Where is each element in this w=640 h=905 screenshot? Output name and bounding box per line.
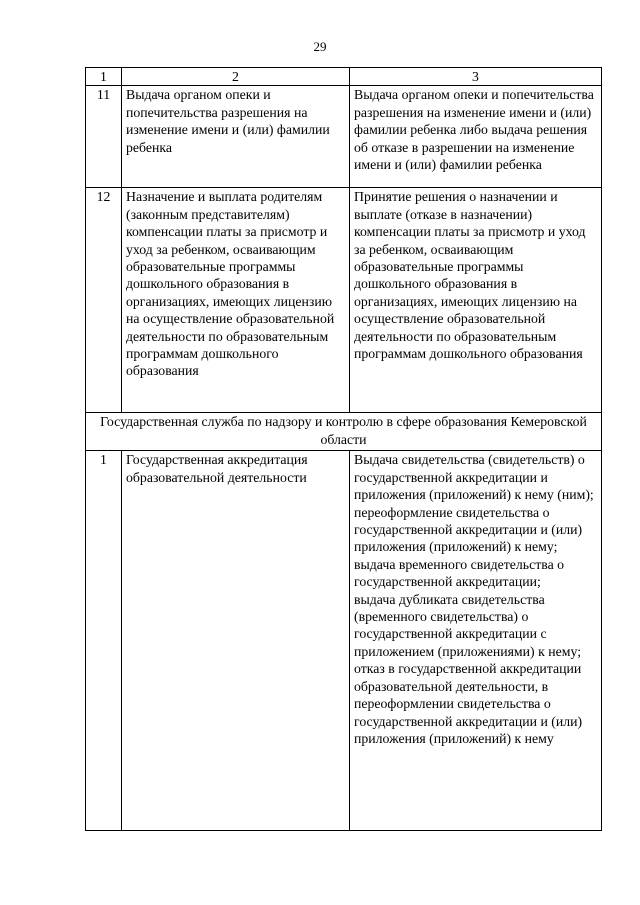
header-col-number: 1 [86, 68, 122, 86]
service-name: Выдача органом опеки и попечительства разрешения на изменение имени и (или) фамилии ребенка [122, 86, 350, 188]
service-result: Выдача свидетельства (свидетельств) о государственной аккредитации и приложения (приложений) к нему (ним); переоформление свидетельства о государственной аккредитации и (или) приложения (приложений) к нему; выдача временного свидетельства о государственной аккредитации; выдача дубликата свидетельства (временного свидетельства) о государственной аккредитации с приложением (приложениями) к нему; отказ в государственной аккредитации образовательной деятельности, в переоформлении свидетельства о государственной аккредитации и (или) приложения (приложений) к нему [350, 451, 602, 831]
header-col-result: 3 [350, 68, 602, 86]
row-number: 11 [86, 86, 122, 188]
table-header-row [86, 68, 602, 86]
table-row [86, 451, 602, 831]
header-col-service: 2 [122, 68, 350, 86]
page-number: 29 [313, 39, 327, 54]
service-result: Принятие решения о назначении и выплате (отказе в назначении) компенсации платы за присмотр и уход за ребенком, осваивающим образовательные программы дошкольного образования в организациях, имеющих лицензию на осуществление образовательной деятельности по образовательным программам дошкольного образования [350, 188, 602, 413]
service-result: Выдача органом опеки и попечительства разрешения на изменение имени и (или) фамилии ребенка либо выдача решения об отказе в разрешении на изменение имени и (или) фамилии ребенка [350, 86, 602, 188]
section-header-row [86, 413, 602, 451]
row-number: 12 [86, 188, 122, 413]
table-row [86, 188, 602, 413]
service-name: Государственная аккредитация образовательной деятельности [122, 451, 350, 831]
services-table [85, 67, 602, 831]
service-name: Назначение и выплата родителям (законным представителям) компенсации платы за присмотр и уход за ребенком, осваивающим образовательные программы дошкольного образования в организациях, имеющих лицензию на осуществление образовательной деятельности по образовательным программам дошкольного образования [122, 188, 350, 413]
row-number: 1 [86, 451, 122, 831]
table-row [86, 86, 602, 188]
section-title: Государственная служба по надзору и контролю в сфере образования Кемеровской области [86, 413, 602, 451]
